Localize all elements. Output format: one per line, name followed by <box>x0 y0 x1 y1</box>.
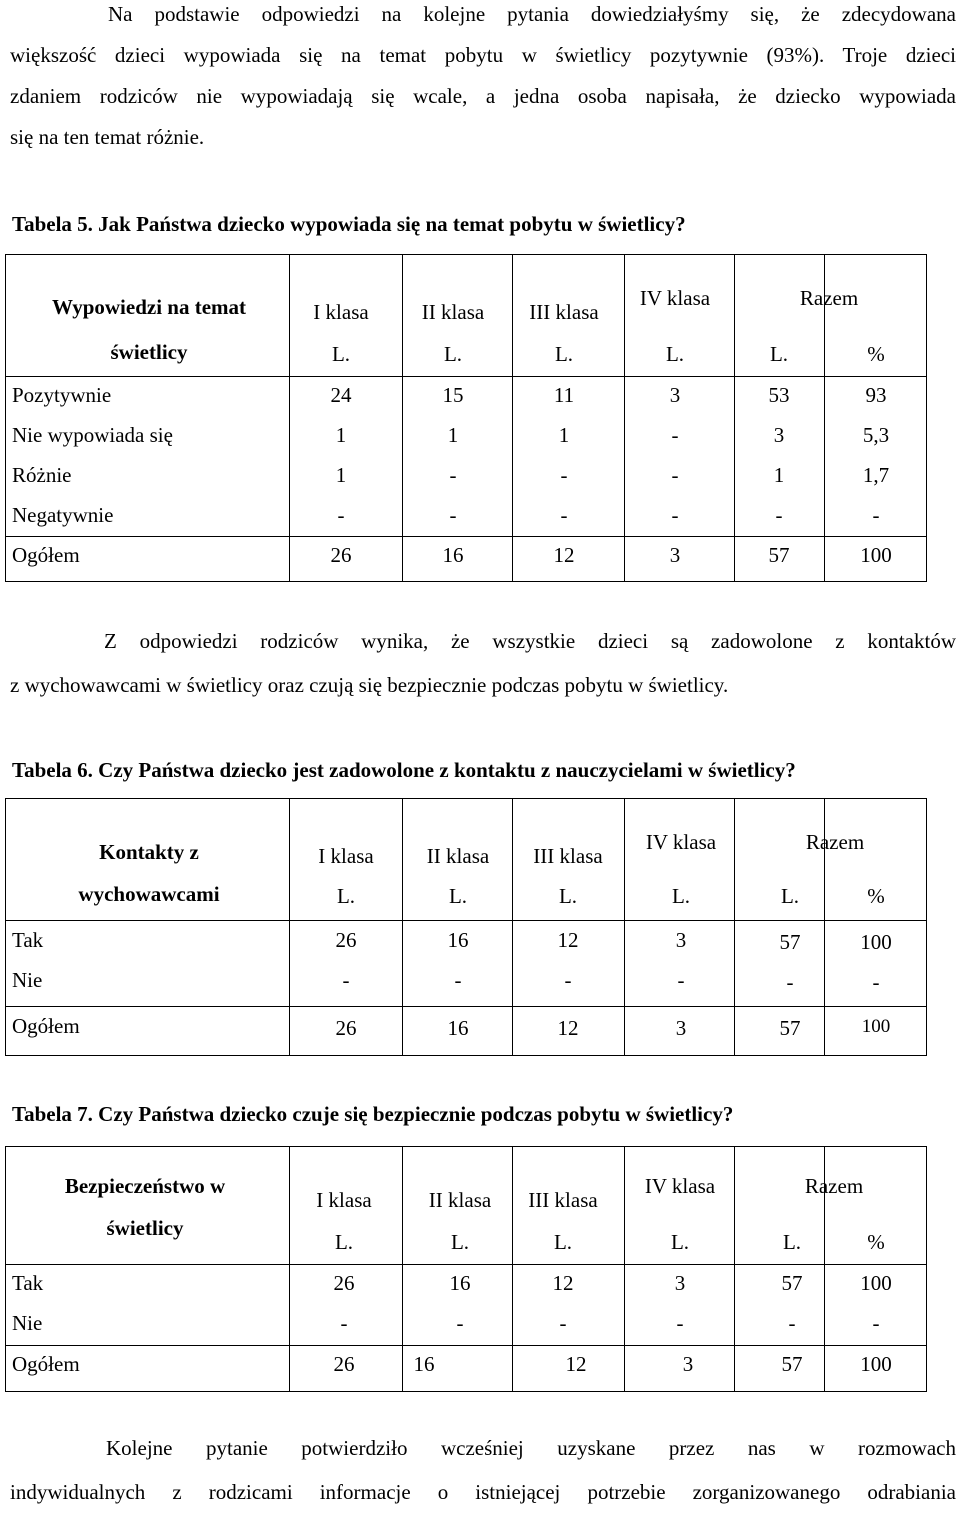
table7-subcol: L. <box>450 1230 470 1254</box>
table6-subcol: L. <box>671 884 691 908</box>
table7-cell: - <box>676 1311 684 1335</box>
table7-cell: - <box>340 1311 348 1335</box>
middle-line: Z odpowiedzi rodziców wynika, że wszystkie dzieci są zadowolone z kontaktów <box>104 629 956 653</box>
table5-total-label: Ogółem <box>12 543 80 567</box>
table5-cell: - <box>775 503 783 527</box>
table6-subcol: % <box>867 884 885 908</box>
table6-header-first-line2: wychowawcami <box>78 882 220 906</box>
table5-col-header: I klasa <box>313 300 369 324</box>
table6-col-header: IV klasa <box>645 830 717 854</box>
table7-total-cell: 12 <box>565 1352 587 1376</box>
table5-cell: 53 <box>768 383 790 407</box>
table7-cell: 16 <box>449 1271 471 1295</box>
table6-total-cell: 16 <box>447 1016 469 1040</box>
table7-col-header: Razem <box>804 1174 864 1198</box>
table5-header-first-line2: świetlicy <box>110 340 188 364</box>
table6-cell: - <box>677 968 685 992</box>
table7-cell: - <box>559 1311 567 1335</box>
table7-total-cell: 3 <box>682 1352 694 1376</box>
table5-subcol: L. <box>554 342 574 366</box>
table5-col-header: III klasa <box>529 300 599 324</box>
table5-caption: Tabela 5. Jak Państwa dziecko wypowiada się na temat pobytu w świetlicy? <box>12 212 686 236</box>
table6-cell: 57 <box>779 930 801 954</box>
table7-cell: 3 <box>674 1271 686 1295</box>
table7-subcol: L. <box>670 1230 690 1254</box>
table6-total-cell: 57 <box>779 1016 801 1040</box>
table5-col-header: IV klasa <box>639 286 711 310</box>
table6-total-cell: 100 <box>861 1016 891 1037</box>
table7-col-header: III klasa <box>528 1188 598 1212</box>
table6-subcol: L. <box>448 884 468 908</box>
table5-row-label: Nie wypowiada się <box>12 423 173 447</box>
table5-row-label: Różnie <box>12 463 72 487</box>
table7-total-cell: 16 <box>413 1352 435 1376</box>
table7 <box>5 1146 927 1392</box>
table6-col-header: II klasa <box>426 844 490 868</box>
table6-col-header: III klasa <box>533 844 603 868</box>
intro-line: się na ten temat różnie. <box>10 125 205 149</box>
table5-cell: 24 <box>330 383 352 407</box>
table6-row-label: Tak <box>12 928 44 952</box>
table5-total-cell: 57 <box>768 543 790 567</box>
table5-cell: 15 <box>442 383 464 407</box>
table5-cell: - <box>671 423 679 447</box>
outro-line: indywidualnych z rodzicami informacje o istniejącej potrzebie zorganizowanego odrabiania <box>10 1480 956 1504</box>
table6-subcol: L. <box>780 884 800 908</box>
intro-paragraph <box>10 0 956 158</box>
table7-col-header: IV klasa <box>644 1174 716 1198</box>
intro-line: większość dzieci wypowiada się na temat pobytu w świetlicy pozytywnie (93%). Troje dzieci <box>10 43 956 67</box>
table6-caption: Tabela 6. Czy Państwa dziecko jest zadowolone z kontaktu z nauczycielami w świetlicy? <box>12 758 796 782</box>
table7-total-cell: 100 <box>860 1352 892 1376</box>
table6-total-cell: 26 <box>335 1016 357 1040</box>
table6-cell: 26 <box>335 928 357 952</box>
table7-row-label: Nie <box>12 1311 43 1335</box>
table5-cell: - <box>872 503 880 527</box>
table6-cell: 3 <box>675 928 687 952</box>
table5-header-first-line1: Wypowiedzi na temat <box>51 295 247 319</box>
table5-col-header: II klasa <box>421 300 485 324</box>
table6-cell: - <box>564 968 572 992</box>
table6 <box>5 798 927 1056</box>
table6-total-cell: 12 <box>557 1016 579 1040</box>
middle-paragraph <box>10 619 956 707</box>
table5-subcol: % <box>867 342 885 366</box>
table7-header-first-line2: świetlicy <box>106 1216 184 1240</box>
middle-line: z wychowawcami w świetlicy oraz czują się bezpiecznie podczas pobytu w świetlicy. <box>10 673 729 697</box>
table5-cell: 1 <box>773 463 785 487</box>
table7-cell: 100 <box>860 1271 892 1295</box>
table7-subcol: L. <box>782 1230 802 1254</box>
table5-subcol: L. <box>769 342 789 366</box>
table7-col-header: II klasa <box>428 1188 492 1212</box>
table5-subcol: L. <box>665 342 685 366</box>
table6-total-label: Ogółem <box>12 1014 80 1038</box>
table7-total-cell: 26 <box>333 1352 355 1376</box>
table7-subcol: L. <box>334 1230 354 1254</box>
table5-cell: 1 <box>447 423 459 447</box>
table5-cell: 3 <box>669 383 681 407</box>
table5-cell: 3 <box>773 423 785 447</box>
table5-total-cell: 26 <box>330 543 352 567</box>
table6-subcol: L. <box>558 884 578 908</box>
table7-header-first-line1: Bezpieczeństwo w <box>64 1174 226 1198</box>
table6-cell: - <box>786 970 794 994</box>
table5-subcol: L. <box>331 342 351 366</box>
table7-cell: 26 <box>333 1271 355 1295</box>
table6-total-cell: 3 <box>675 1016 687 1040</box>
table7-subcol: % <box>867 1230 885 1254</box>
intro-line: zdaniem rodziców nie wypowiadają się wcale, a jedna osoba napisała, że dziecko wypowiada <box>10 84 956 108</box>
table6-col-header: Razem <box>805 830 865 854</box>
table6-subcol: L. <box>336 884 356 908</box>
table7-total-cell: 57 <box>781 1352 803 1376</box>
table5-cell: - <box>671 463 679 487</box>
table5-row-label: Pozytywnie <box>12 383 112 407</box>
table7-total-label: Ogółem <box>12 1352 80 1376</box>
table6-cell: - <box>342 968 350 992</box>
table6-row-label: Nie <box>12 968 43 992</box>
table7-cell: 57 <box>781 1271 803 1295</box>
table6-cell: 16 <box>447 928 469 952</box>
table5-cell: - <box>449 503 457 527</box>
table5-cell: - <box>449 463 457 487</box>
table5-cell: 1 <box>558 423 570 447</box>
table7-cell: - <box>788 1311 796 1335</box>
table6-cell: 100 <box>860 930 892 954</box>
table5-cell: - <box>337 503 345 527</box>
table7-row-label: Tak <box>12 1271 44 1295</box>
table5-cell: - <box>560 503 568 527</box>
table6-cell: - <box>872 970 880 994</box>
table6-col-header: I klasa <box>318 844 374 868</box>
table5 <box>5 254 927 582</box>
table6-cell: 12 <box>557 928 579 952</box>
table5-subcol: L. <box>443 342 463 366</box>
table5-total-cell: 16 <box>442 543 464 567</box>
outro-paragraph <box>10 1426 956 1514</box>
table5-col-header: Razem <box>799 286 859 310</box>
table7-cell: - <box>872 1311 880 1335</box>
intro-line: Na podstawie odpowiedzi na kolejne pytania dowiedziałyśmy się, że zdecydowana <box>108 2 956 26</box>
table5-cell: 5,3 <box>862 423 890 447</box>
table5-total-cell: 12 <box>553 543 575 567</box>
table5-cell: 1 <box>335 463 347 487</box>
table5-cell: 1,7 <box>862 463 890 487</box>
table5-row-label: Negatywnie <box>12 503 114 527</box>
table5-cell: - <box>671 503 679 527</box>
table5-cell: - <box>560 463 568 487</box>
outro-line: Kolejne pytanie potwierdziło wcześniej uzyskane przez nas w rozmowach <box>106 1436 956 1460</box>
table5-total-cell: 100 <box>860 543 892 567</box>
table7-subcol: L. <box>553 1230 573 1254</box>
table7-cell: - <box>456 1311 464 1335</box>
table5-cell: 93 <box>865 383 887 407</box>
table5-cell: 1 <box>335 423 347 447</box>
table5-cell: 11 <box>553 383 575 407</box>
table7-caption: Tabela 7. Czy Państwa dziecko czuje się bezpiecznie podczas pobytu w świetlicy? <box>12 1102 734 1126</box>
table7-col-header: I klasa <box>316 1188 372 1212</box>
table5-total-cell: 3 <box>669 543 681 567</box>
table7-cell: 12 <box>552 1271 574 1295</box>
table6-cell: - <box>454 968 462 992</box>
table6-header-first-line1: Kontakty z <box>99 840 199 864</box>
